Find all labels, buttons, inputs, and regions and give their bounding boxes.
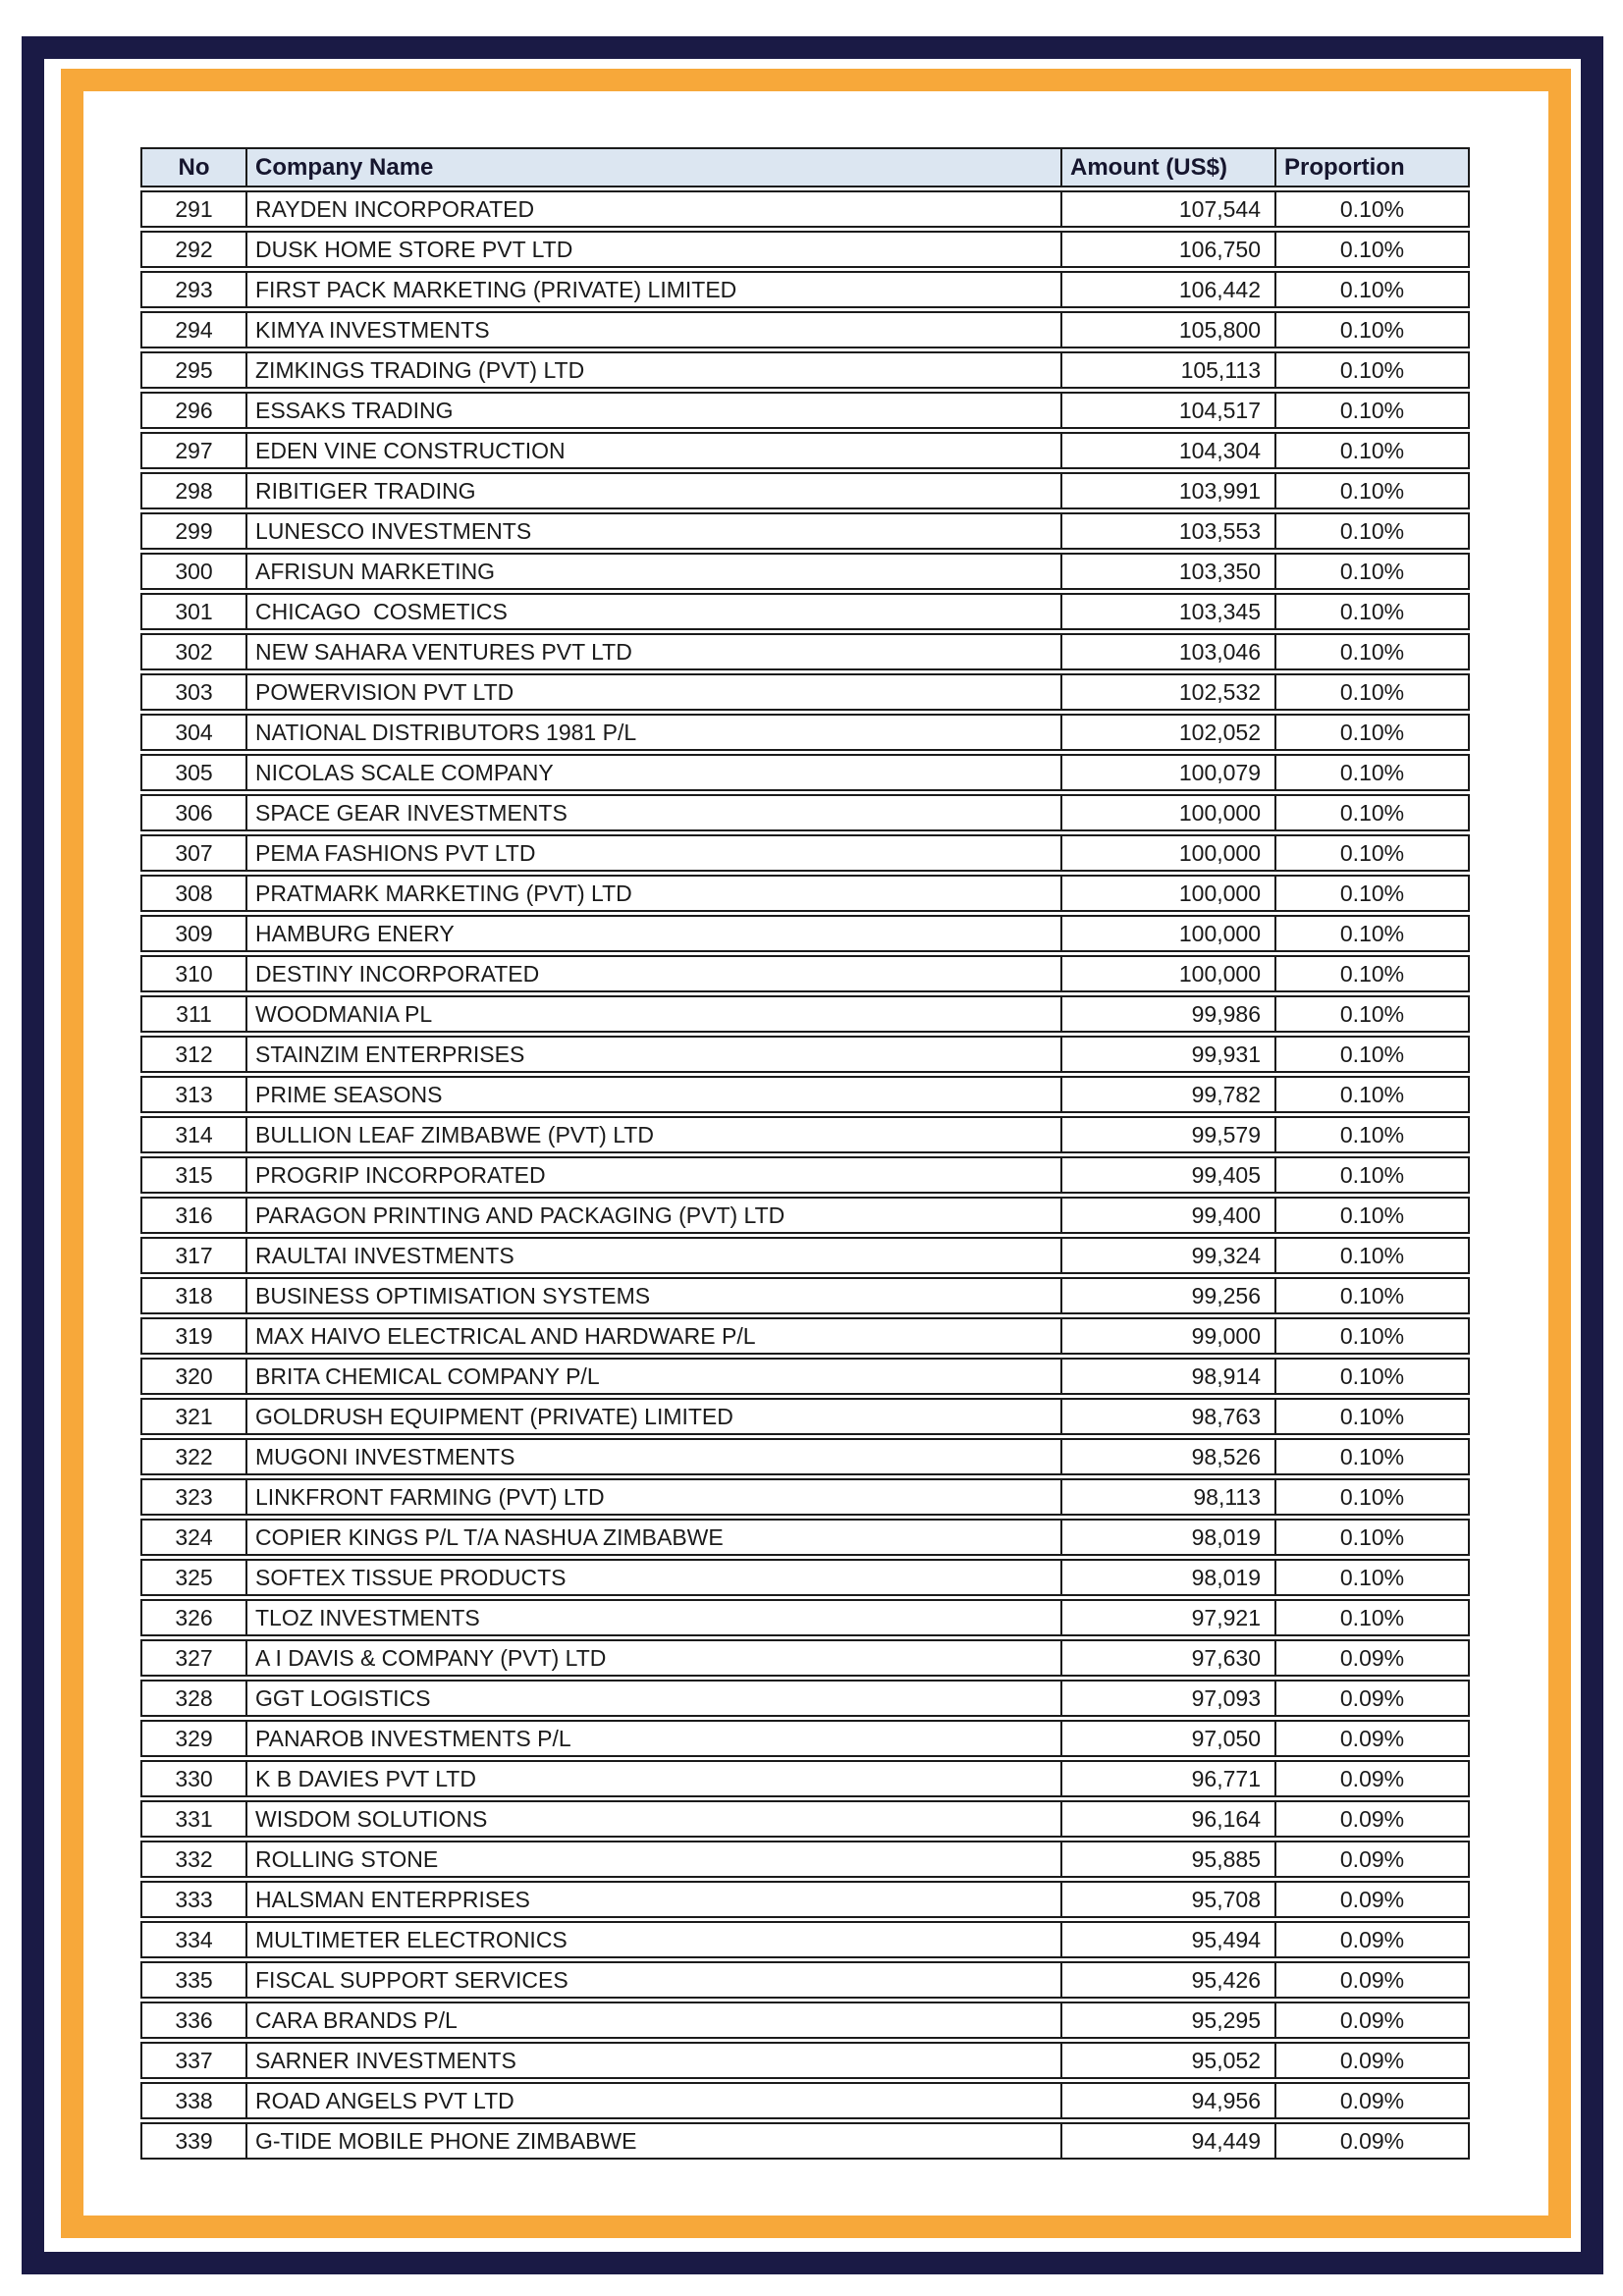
row-number-cell: 312: [140, 1036, 247, 1073]
proportion-cell: 0.10%: [1276, 593, 1470, 630]
row-number-cell: 301: [140, 593, 247, 630]
table-row: [140, 834, 1470, 872]
proportion-cell: 0.10%: [1276, 1599, 1470, 1636]
table-row: [140, 714, 1470, 751]
amount-cell: 99,400: [1062, 1197, 1276, 1234]
company-table-container: [140, 144, 1470, 2163]
proportion-cell: 0.09%: [1276, 2122, 1470, 2160]
amount-cell: 99,000: [1062, 1317, 1276, 1355]
amount-cell: 94,449: [1062, 2122, 1276, 2160]
row-number-cell: 327: [140, 1639, 247, 1677]
amount-cell: 104,304: [1062, 432, 1276, 469]
amount-cell: 99,931: [1062, 1036, 1276, 1073]
row-number-cell: 326: [140, 1599, 247, 1636]
amount-cell: 96,164: [1062, 1800, 1276, 1838]
amount-cell: 97,630: [1062, 1639, 1276, 1677]
table-row: [140, 1036, 1470, 1073]
company-name-cell: ESSAKS TRADING: [247, 392, 1062, 429]
proportion-cell: 0.09%: [1276, 1921, 1470, 1958]
company-name-cell: STAINZIM ENTERPRISES: [247, 1036, 1062, 1073]
amount-cell: 95,052: [1062, 2042, 1276, 2079]
proportion-cell: 0.10%: [1276, 754, 1470, 791]
company-name-cell: ZIMKINGS TRADING (PVT) LTD: [247, 351, 1062, 389]
company-name-cell: PEMA FASHIONS PVT LTD: [247, 834, 1062, 872]
company-name-cell: SPACE GEAR INVESTMENTS: [247, 794, 1062, 831]
company-name-cell: ROAD ANGELS PVT LTD: [247, 2082, 1062, 2119]
proportion-cell: 0.10%: [1276, 553, 1470, 590]
proportion-cell: 0.09%: [1276, 1881, 1470, 1918]
proportion-cell: 0.09%: [1276, 1680, 1470, 1717]
company-name-cell: K B DAVIES PVT LTD: [247, 1760, 1062, 1797]
row-number-cell: 308: [140, 875, 247, 912]
proportion-cell: 0.10%: [1276, 231, 1470, 268]
row-number-cell: 337: [140, 2042, 247, 2079]
company-name-cell: WOODMANIA PL: [247, 995, 1062, 1033]
company-name-cell: MULTIMETER ELECTRONICS: [247, 1921, 1062, 1958]
company-name-cell: PRATMARK MARKETING (PVT) LTD: [247, 875, 1062, 912]
amount-cell: 102,532: [1062, 673, 1276, 711]
table-row: [140, 1720, 1470, 1757]
amount-cell: 102,052: [1062, 714, 1276, 751]
proportion-cell: 0.09%: [1276, 2082, 1470, 2119]
row-number-cell: 318: [140, 1277, 247, 1314]
table-row: [140, 1881, 1470, 1918]
table-row: [140, 1317, 1470, 1355]
row-number-cell: 316: [140, 1197, 247, 1234]
company-name-cell: MUGONI INVESTMENTS: [247, 1438, 1062, 1475]
proportion-cell: 0.10%: [1276, 1076, 1470, 1113]
company-name-cell: PROGRIP INCORPORATED: [247, 1156, 1062, 1194]
amount-cell: 100,000: [1062, 834, 1276, 872]
amount-cell: 98,763: [1062, 1398, 1276, 1435]
company-name-cell: KIMYA INVESTMENTS: [247, 311, 1062, 348]
row-number-cell: 321: [140, 1398, 247, 1435]
table-row: [140, 1639, 1470, 1677]
table-row: [140, 1156, 1470, 1194]
proportion-cell: 0.10%: [1276, 311, 1470, 348]
row-number-cell: 298: [140, 472, 247, 509]
row-number-cell: 300: [140, 553, 247, 590]
proportion-cell: 0.10%: [1276, 1317, 1470, 1355]
table-body: [140, 190, 1470, 2160]
company-name-cell: GGT LOGISTICS: [247, 1680, 1062, 1717]
company-name-cell: FIRST PACK MARKETING (PRIVATE) LIMITED: [247, 271, 1062, 308]
row-number-cell: 319: [140, 1317, 247, 1355]
amount-cell: 99,986: [1062, 995, 1276, 1033]
amount-cell: 95,426: [1062, 1961, 1276, 1999]
proportion-cell: 0.10%: [1276, 955, 1470, 992]
header-company-name: Company Name: [247, 147, 1062, 187]
amount-cell: 100,000: [1062, 915, 1276, 952]
proportion-cell: 0.10%: [1276, 995, 1470, 1033]
proportion-cell: 0.10%: [1276, 1398, 1470, 1435]
table-row: [140, 794, 1470, 831]
table-row: [140, 1197, 1470, 1234]
table-row: [140, 271, 1470, 308]
company-name-cell: EDEN VINE CONSTRUCTION: [247, 432, 1062, 469]
header-row: [140, 147, 1470, 187]
proportion-cell: 0.10%: [1276, 190, 1470, 228]
company-name-cell: PARAGON PRINTING AND PACKAGING (PVT) LTD: [247, 1197, 1062, 1234]
amount-cell: 97,921: [1062, 1599, 1276, 1636]
proportion-cell: 0.10%: [1276, 432, 1470, 469]
proportion-cell: 0.10%: [1276, 714, 1470, 751]
company-name-cell: RAULTAI INVESTMENTS: [247, 1237, 1062, 1274]
amount-cell: 96,771: [1062, 1760, 1276, 1797]
proportion-cell: 0.10%: [1276, 1277, 1470, 1314]
table-row: [140, 231, 1470, 268]
table-row: [140, 1398, 1470, 1435]
amount-cell: 103,553: [1062, 512, 1276, 550]
row-number-cell: 311: [140, 995, 247, 1033]
proportion-cell: 0.10%: [1276, 1519, 1470, 1556]
table-row: [140, 955, 1470, 992]
company-name-cell: DUSK HOME STORE PVT LTD: [247, 231, 1062, 268]
company-name-cell: PRIME SEASONS: [247, 1076, 1062, 1113]
company-name-cell: LINKFRONT FARMING (PVT) LTD: [247, 1478, 1062, 1516]
proportion-cell: 0.09%: [1276, 1841, 1470, 1878]
amount-cell: 99,324: [1062, 1237, 1276, 1274]
company-name-cell: RIBITIGER TRADING: [247, 472, 1062, 509]
company-name-cell: A I DAVIS & COMPANY (PVT) LTD: [247, 1639, 1062, 1677]
company-name-cell: FISCAL SUPPORT SERVICES: [247, 1961, 1062, 1999]
proportion-cell: 0.10%: [1276, 1197, 1470, 1234]
table-row: [140, 1921, 1470, 1958]
company-name-cell: SARNER INVESTMENTS: [247, 2042, 1062, 2079]
table-row: [140, 1438, 1470, 1475]
company-name-cell: LUNESCO INVESTMENTS: [247, 512, 1062, 550]
row-number-cell: 295: [140, 351, 247, 389]
amount-cell: 100,000: [1062, 794, 1276, 831]
company-name-cell: POWERVISION PVT LTD: [247, 673, 1062, 711]
proportion-cell: 0.10%: [1276, 392, 1470, 429]
amount-cell: 97,093: [1062, 1680, 1276, 1717]
company-name-cell: NATIONAL DISTRIBUTORS 1981 P/L: [247, 714, 1062, 751]
row-number-cell: 331: [140, 1800, 247, 1838]
row-number-cell: 304: [140, 714, 247, 751]
proportion-cell: 0.10%: [1276, 271, 1470, 308]
proportion-cell: 0.10%: [1276, 1156, 1470, 1194]
table-row: [140, 1800, 1470, 1838]
amount-cell: 98,019: [1062, 1519, 1276, 1556]
table-row: [140, 2002, 1470, 2039]
proportion-cell: 0.10%: [1276, 1478, 1470, 1516]
proportion-cell: 0.10%: [1276, 512, 1470, 550]
amount-cell: 103,046: [1062, 633, 1276, 670]
row-number-cell: 307: [140, 834, 247, 872]
amount-cell: 99,405: [1062, 1156, 1276, 1194]
table-row: [140, 754, 1470, 791]
row-number-cell: 333: [140, 1881, 247, 1918]
row-number-cell: 325: [140, 1559, 247, 1596]
company-name-cell: DESTINY INCORPORATED: [247, 955, 1062, 992]
proportion-cell: 0.10%: [1276, 1438, 1470, 1475]
proportion-cell: 0.10%: [1276, 633, 1470, 670]
proportion-cell: 0.10%: [1276, 794, 1470, 831]
proportion-cell: 0.10%: [1276, 834, 1470, 872]
proportion-cell: 0.09%: [1276, 1800, 1470, 1838]
company-name-cell: HALSMAN ENTERPRISES: [247, 1881, 1062, 1918]
proportion-cell: 0.10%: [1276, 1358, 1470, 1395]
company-name-cell: AFRISUN MARKETING: [247, 553, 1062, 590]
row-number-cell: 293: [140, 271, 247, 308]
row-number-cell: 322: [140, 1438, 247, 1475]
amount-cell: 99,579: [1062, 1116, 1276, 1153]
company-name-cell: CHICAGO COSMETICS: [247, 593, 1062, 630]
table-row: [140, 1559, 1470, 1596]
proportion-cell: 0.10%: [1276, 351, 1470, 389]
amount-cell: 100,079: [1062, 754, 1276, 791]
row-number-cell: 309: [140, 915, 247, 952]
amount-cell: 106,750: [1062, 231, 1276, 268]
table-row: [140, 1599, 1470, 1636]
row-number-cell: 291: [140, 190, 247, 228]
table-row: [140, 351, 1470, 389]
table-row: [140, 432, 1470, 469]
company-name-cell: WISDOM SOLUTIONS: [247, 1800, 1062, 1838]
row-number-cell: 292: [140, 231, 247, 268]
table-row: [140, 1519, 1470, 1556]
row-number-cell: 313: [140, 1076, 247, 1113]
company-name-cell: SOFTEX TISSUE PRODUCTS: [247, 1559, 1062, 1596]
proportion-cell: 0.10%: [1276, 1116, 1470, 1153]
header-amount: Amount (US$): [1062, 147, 1276, 187]
table-row: [140, 1116, 1470, 1153]
header-no: No: [140, 147, 247, 187]
company-name-cell: BUSINESS OPTIMISATION SYSTEMS: [247, 1277, 1062, 1314]
company-name-cell: BULLION LEAF ZIMBABWE (PVT) LTD: [247, 1116, 1062, 1153]
proportion-cell: 0.09%: [1276, 1760, 1470, 1797]
amount-cell: 106,442: [1062, 271, 1276, 308]
company-name-cell: ROLLING STONE: [247, 1841, 1062, 1878]
amount-cell: 105,800: [1062, 311, 1276, 348]
amount-cell: 95,708: [1062, 1881, 1276, 1918]
amount-cell: 103,350: [1062, 553, 1276, 590]
row-number-cell: 303: [140, 673, 247, 711]
proportion-cell: 0.10%: [1276, 915, 1470, 952]
table-row: [140, 1760, 1470, 1797]
table-row: [140, 2042, 1470, 2079]
proportion-cell: 0.09%: [1276, 1639, 1470, 1677]
table-row: [140, 2082, 1470, 2119]
row-number-cell: 330: [140, 1760, 247, 1797]
row-number-cell: 317: [140, 1237, 247, 1274]
table-row: [140, 311, 1470, 348]
amount-cell: 95,295: [1062, 2002, 1276, 2039]
proportion-cell: 0.09%: [1276, 1961, 1470, 1999]
row-number-cell: 335: [140, 1961, 247, 1999]
row-number-cell: 305: [140, 754, 247, 791]
amount-cell: 98,019: [1062, 1559, 1276, 1596]
company-name-cell: TLOZ INVESTMENTS: [247, 1599, 1062, 1636]
row-number-cell: 296: [140, 392, 247, 429]
proportion-cell: 0.10%: [1276, 1559, 1470, 1596]
row-number-cell: 338: [140, 2082, 247, 2119]
table-row: [140, 633, 1470, 670]
row-number-cell: 320: [140, 1358, 247, 1395]
row-number-cell: 297: [140, 432, 247, 469]
company-name-cell: HAMBURG ENERY: [247, 915, 1062, 952]
table-row: [140, 875, 1470, 912]
row-number-cell: 314: [140, 1116, 247, 1153]
table-row: [140, 1277, 1470, 1314]
company-name-cell: MAX HAIVO ELECTRICAL AND HARDWARE P/L: [247, 1317, 1062, 1355]
header-proportion: Proportion: [1276, 147, 1470, 187]
row-number-cell: 334: [140, 1921, 247, 1958]
company-name-cell: GOLDRUSH EQUIPMENT (PRIVATE) LIMITED: [247, 1398, 1062, 1435]
row-number-cell: 328: [140, 1680, 247, 1717]
amount-cell: 95,494: [1062, 1921, 1276, 1958]
table-row: [140, 593, 1470, 630]
proportion-cell: 0.10%: [1276, 875, 1470, 912]
table-row: [140, 472, 1470, 509]
company-name-cell: PANAROB INVESTMENTS P/L: [247, 1720, 1062, 1757]
amount-cell: 97,050: [1062, 1720, 1276, 1757]
table-row: [140, 673, 1470, 711]
company-name-cell: NICOLAS SCALE COMPANY: [247, 754, 1062, 791]
company-name-cell: NEW SAHARA VENTURES PVT LTD: [247, 633, 1062, 670]
row-number-cell: 302: [140, 633, 247, 670]
table-row: [140, 1961, 1470, 1999]
proportion-cell: 0.09%: [1276, 2002, 1470, 2039]
amount-cell: 99,782: [1062, 1076, 1276, 1113]
company-name-cell: BRITA CHEMICAL COMPANY P/L: [247, 1358, 1062, 1395]
table-row: [140, 553, 1470, 590]
table-row: [140, 2122, 1470, 2160]
row-number-cell: 310: [140, 955, 247, 992]
row-number-cell: 306: [140, 794, 247, 831]
amount-cell: 100,000: [1062, 875, 1276, 912]
row-number-cell: 294: [140, 311, 247, 348]
table-row: [140, 512, 1470, 550]
table-row: [140, 1841, 1470, 1878]
proportion-cell: 0.10%: [1276, 472, 1470, 509]
row-number-cell: 315: [140, 1156, 247, 1194]
table-row: [140, 1680, 1470, 1717]
table-row: [140, 190, 1470, 228]
table-row: [140, 1237, 1470, 1274]
amount-cell: 107,544: [1062, 190, 1276, 228]
amount-cell: 98,526: [1062, 1438, 1276, 1475]
row-number-cell: 329: [140, 1720, 247, 1757]
proportion-cell: 0.09%: [1276, 1720, 1470, 1757]
amount-cell: 95,885: [1062, 1841, 1276, 1878]
table-row: [140, 995, 1470, 1033]
table-row: [140, 1076, 1470, 1113]
company-name-cell: CARA BRANDS P/L: [247, 2002, 1062, 2039]
company-name-cell: G-TIDE MOBILE PHONE ZIMBABWE: [247, 2122, 1062, 2160]
proportion-cell: 0.10%: [1276, 673, 1470, 711]
table-row: [140, 1358, 1470, 1395]
amount-cell: 99,256: [1062, 1277, 1276, 1314]
amount-cell: 98,113: [1062, 1478, 1276, 1516]
company-name-cell: COPIER KINGS P/L T/A NASHUA ZIMBABWE: [247, 1519, 1062, 1556]
table-row: [140, 915, 1470, 952]
amount-cell: 94,956: [1062, 2082, 1276, 2119]
proportion-cell: 0.10%: [1276, 1036, 1470, 1073]
row-number-cell: 339: [140, 2122, 247, 2160]
company-name-cell: RAYDEN INCORPORATED: [247, 190, 1062, 228]
amount-cell: 104,517: [1062, 392, 1276, 429]
row-number-cell: 324: [140, 1519, 247, 1556]
proportion-cell: 0.09%: [1276, 2042, 1470, 2079]
company-amounts-table: [140, 144, 1470, 2163]
row-number-cell: 323: [140, 1478, 247, 1516]
table-row: [140, 1478, 1470, 1516]
row-number-cell: 299: [140, 512, 247, 550]
table-row: [140, 392, 1470, 429]
row-number-cell: 332: [140, 1841, 247, 1878]
proportion-cell: 0.10%: [1276, 1237, 1470, 1274]
row-number-cell: 336: [140, 2002, 247, 2039]
amount-cell: 103,991: [1062, 472, 1276, 509]
amount-cell: 105,113: [1062, 351, 1276, 389]
amount-cell: 103,345: [1062, 593, 1276, 630]
amount-cell: 98,914: [1062, 1358, 1276, 1395]
amount-cell: 100,000: [1062, 955, 1276, 992]
